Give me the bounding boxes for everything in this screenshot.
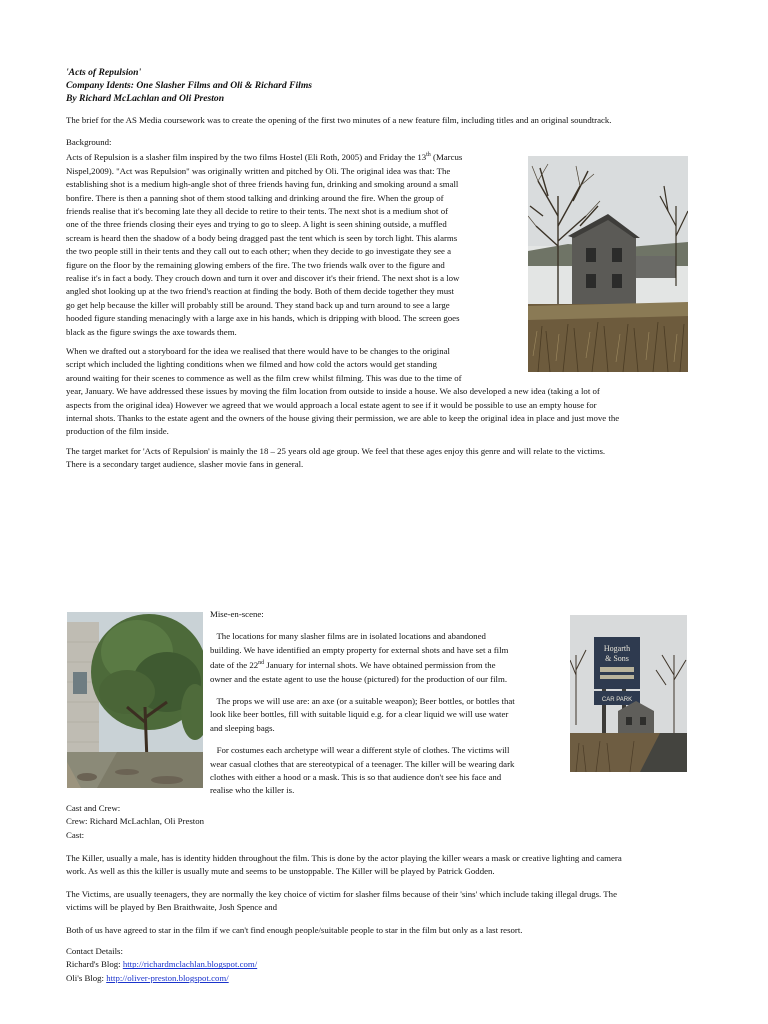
background-line: angled shot looking up at the two friend's reaction at finding the body. Both of them decide together they must xyxy=(66,286,454,297)
crew-line: Crew: Richard McLachlan, Oli Preston xyxy=(66,816,205,827)
sign-line-1: Hogarth xyxy=(603,644,631,653)
costumes-line: wear casual clothes that are stereotypical of a teenager. The killer will be wearing dark xyxy=(210,758,515,769)
sign-line-2: & Sons xyxy=(605,654,629,663)
storyboard-line: production of the film inside. xyxy=(66,426,169,437)
background-line: black as the figure swings the axe towards them. xyxy=(66,326,237,337)
target-line: The target market for 'Acts of Repulsion' is mainly the 18 – 25 years old age group. We feel that these ages enjoy this genre and will relate to the victims. xyxy=(66,446,606,456)
locations-line: date of the 22nd January for internal shots. We have obtained permission from the xyxy=(210,660,496,671)
background-heading: Background: xyxy=(66,137,112,147)
sign-car-park: CAR PARK xyxy=(601,697,633,703)
cast-crew-section xyxy=(66,802,716,842)
victims-line: victims will be played by Ben Braithwaite, Josh Spence and xyxy=(66,902,278,913)
background-line: Acts of Repulsion is a slasher film inspired by the two films Hostel (Eli Roth, 2005) and Friday the 13th (Marcus xyxy=(66,152,463,163)
background-line: figure on the floor by the remaining glowing embers of the fire. The two friends walk over to the figure and xyxy=(66,259,445,270)
mise-en-scene-section xyxy=(210,608,565,798)
storyboard-line: year, January. We have addressed these issues by moving the film location from outside to inside a house. We also developed a new idea (taking a lot of xyxy=(66,386,600,397)
costumes-line: clothes with either a hood or a mask. This is so that audience don't see his face and xyxy=(210,771,502,782)
oli-blog-link[interactable]: http://oliver-preston.blogspot.com/ xyxy=(106,972,229,983)
killer-line: work. As well as this the killer is usually mute and seems to be unstoppable. The Killer will be played by Patrick Godden. xyxy=(66,866,495,877)
props-line: and sleeping bags. xyxy=(210,722,275,733)
storyboard-line: When we drafted out a storyboard for the idea we realised that there would have to be changes to the original xyxy=(66,346,450,356)
killer-paragraph xyxy=(66,852,716,879)
trees-photo xyxy=(67,612,203,788)
killer-line: The Killer, usually a male, has is identity hidden throughout the film. This is done by the actor playing the killer wears a mask or creative lighting and camera xyxy=(66,853,622,863)
background-line: bonfire. There is then a panning shot of them stood talking and drinking around the fire. When the group of xyxy=(66,192,444,203)
target-market-section xyxy=(66,445,716,472)
storyboard-line: aspects from the original idea) However we agreed that we would approach a local estate agent to see if it would be possible to use an empty house for xyxy=(66,399,597,410)
contact-section xyxy=(66,945,716,985)
contact-heading: Contact Details: xyxy=(66,946,123,956)
background-line: go get help because the killer will probably still be around. They stand back up and turn around to see a large xyxy=(66,299,450,310)
authors: By Richard McLachlan and Oli Preston xyxy=(66,93,225,104)
background-line: friends realise that it's becoming late they all decide to retire to their tents. The next shot is a medium shot of xyxy=(66,205,449,216)
locations-line: The locations for many slasher films are in isolated locations and abandoned xyxy=(210,631,486,642)
document-title: 'Acts of Repulsion' xyxy=(66,67,142,78)
brief-paragraph: The brief for the AS Media coursework was to create the opening of the first two minutes of a new feature film, including titles and an original soundtrack. xyxy=(66,115,612,125)
props-line: look like beer bottles, fill with suitable liquid e.g. for a clear liquid we will use water xyxy=(210,709,509,720)
cast-heading: Cast and Crew: xyxy=(66,803,121,813)
costumes-line: realise who the killer is. xyxy=(210,785,295,796)
storyboard-line: script which included the lighting conditions when we filmed and how cold the actors would get standing xyxy=(66,359,437,370)
background-line: establishing shot is a medium high-angle shot of three friends having fun, drinking and smoking around a small xyxy=(66,179,459,190)
locations-line: owner and the estate agent to use the house (pictured) for the production of our film. xyxy=(210,673,508,684)
background-line: one of the three friends closing their eyes and trying to go to sleep. A light is seen shining outside, a muffled xyxy=(66,219,447,230)
richard-blog-line xyxy=(66,958,716,971)
target-line: There is a secondary target audience, slasher movie fans in general. xyxy=(66,459,304,470)
background-line: hooded figure standing menacingly with a large axe in his hands, which is dripping with blood. The screen goes xyxy=(66,313,460,324)
victims-paragraph xyxy=(66,888,716,915)
background-line: realise it's in fact a body. They crouch down and turn it over and discover it's their friend. The next shot is a low xyxy=(66,272,460,283)
costumes-line: For costumes each archetype will wear a different style of clothes. The victims will xyxy=(210,745,510,756)
both-agreed-paragraph: Both of us have agreed to star in the film if we can't find enough people/suitable people to star in the film but only as a last resort. xyxy=(66,925,523,935)
mise-heading: Mise-en-scene: xyxy=(210,609,264,619)
oli-blog-label: Oli's Blog: xyxy=(66,972,107,983)
company-idents: Company Idents: One Slasher Films and Oli & Richard Films xyxy=(66,80,313,91)
background-section xyxy=(66,136,521,339)
storyboard-line: internal shots. Thanks to the estate agent and the owners of the house giving their permission, we are able to keep the original idea in place and just move the xyxy=(66,413,620,424)
background-line: the two people still in their tents and they call out to each other; when they decide to go investigate they see a xyxy=(66,246,451,257)
storyboard-section xyxy=(66,345,716,439)
richard-blog-label: Richard's Blog: xyxy=(66,959,123,970)
victims-line: The Victims, are usually teenagers, they are normally the key choice of victim for slasher films because of their 'sins' which include taking illegal drugs. The xyxy=(66,889,617,899)
richard-blog-link[interactable]: http://richardmclachlan.blogspot.com/ xyxy=(122,959,258,970)
background-line: Nispel,2009). "Act was Repulsion" was originally written and pitched by Oli. The original idea was that: The xyxy=(66,165,451,176)
locations-line: building. We have identified an empty property for external shots and have set a film xyxy=(210,644,509,655)
estate-agent-sign-photo xyxy=(570,615,687,772)
background-line: scream is heard then the shadow of a body being dragged past the tent which is seen by torch light. This alarms xyxy=(66,232,458,243)
abandoned-house-photo xyxy=(528,156,688,372)
oli-blog-line xyxy=(66,972,716,985)
props-line: The props we will use are: an axe (or a suitable weapon); Beer bottles, or bottles that xyxy=(210,695,515,706)
storyboard-line: around waiting for their scenes to commence as well as the film crew whilst filming. This was due to the time of xyxy=(66,372,462,383)
cast-line: Cast: xyxy=(66,829,85,840)
